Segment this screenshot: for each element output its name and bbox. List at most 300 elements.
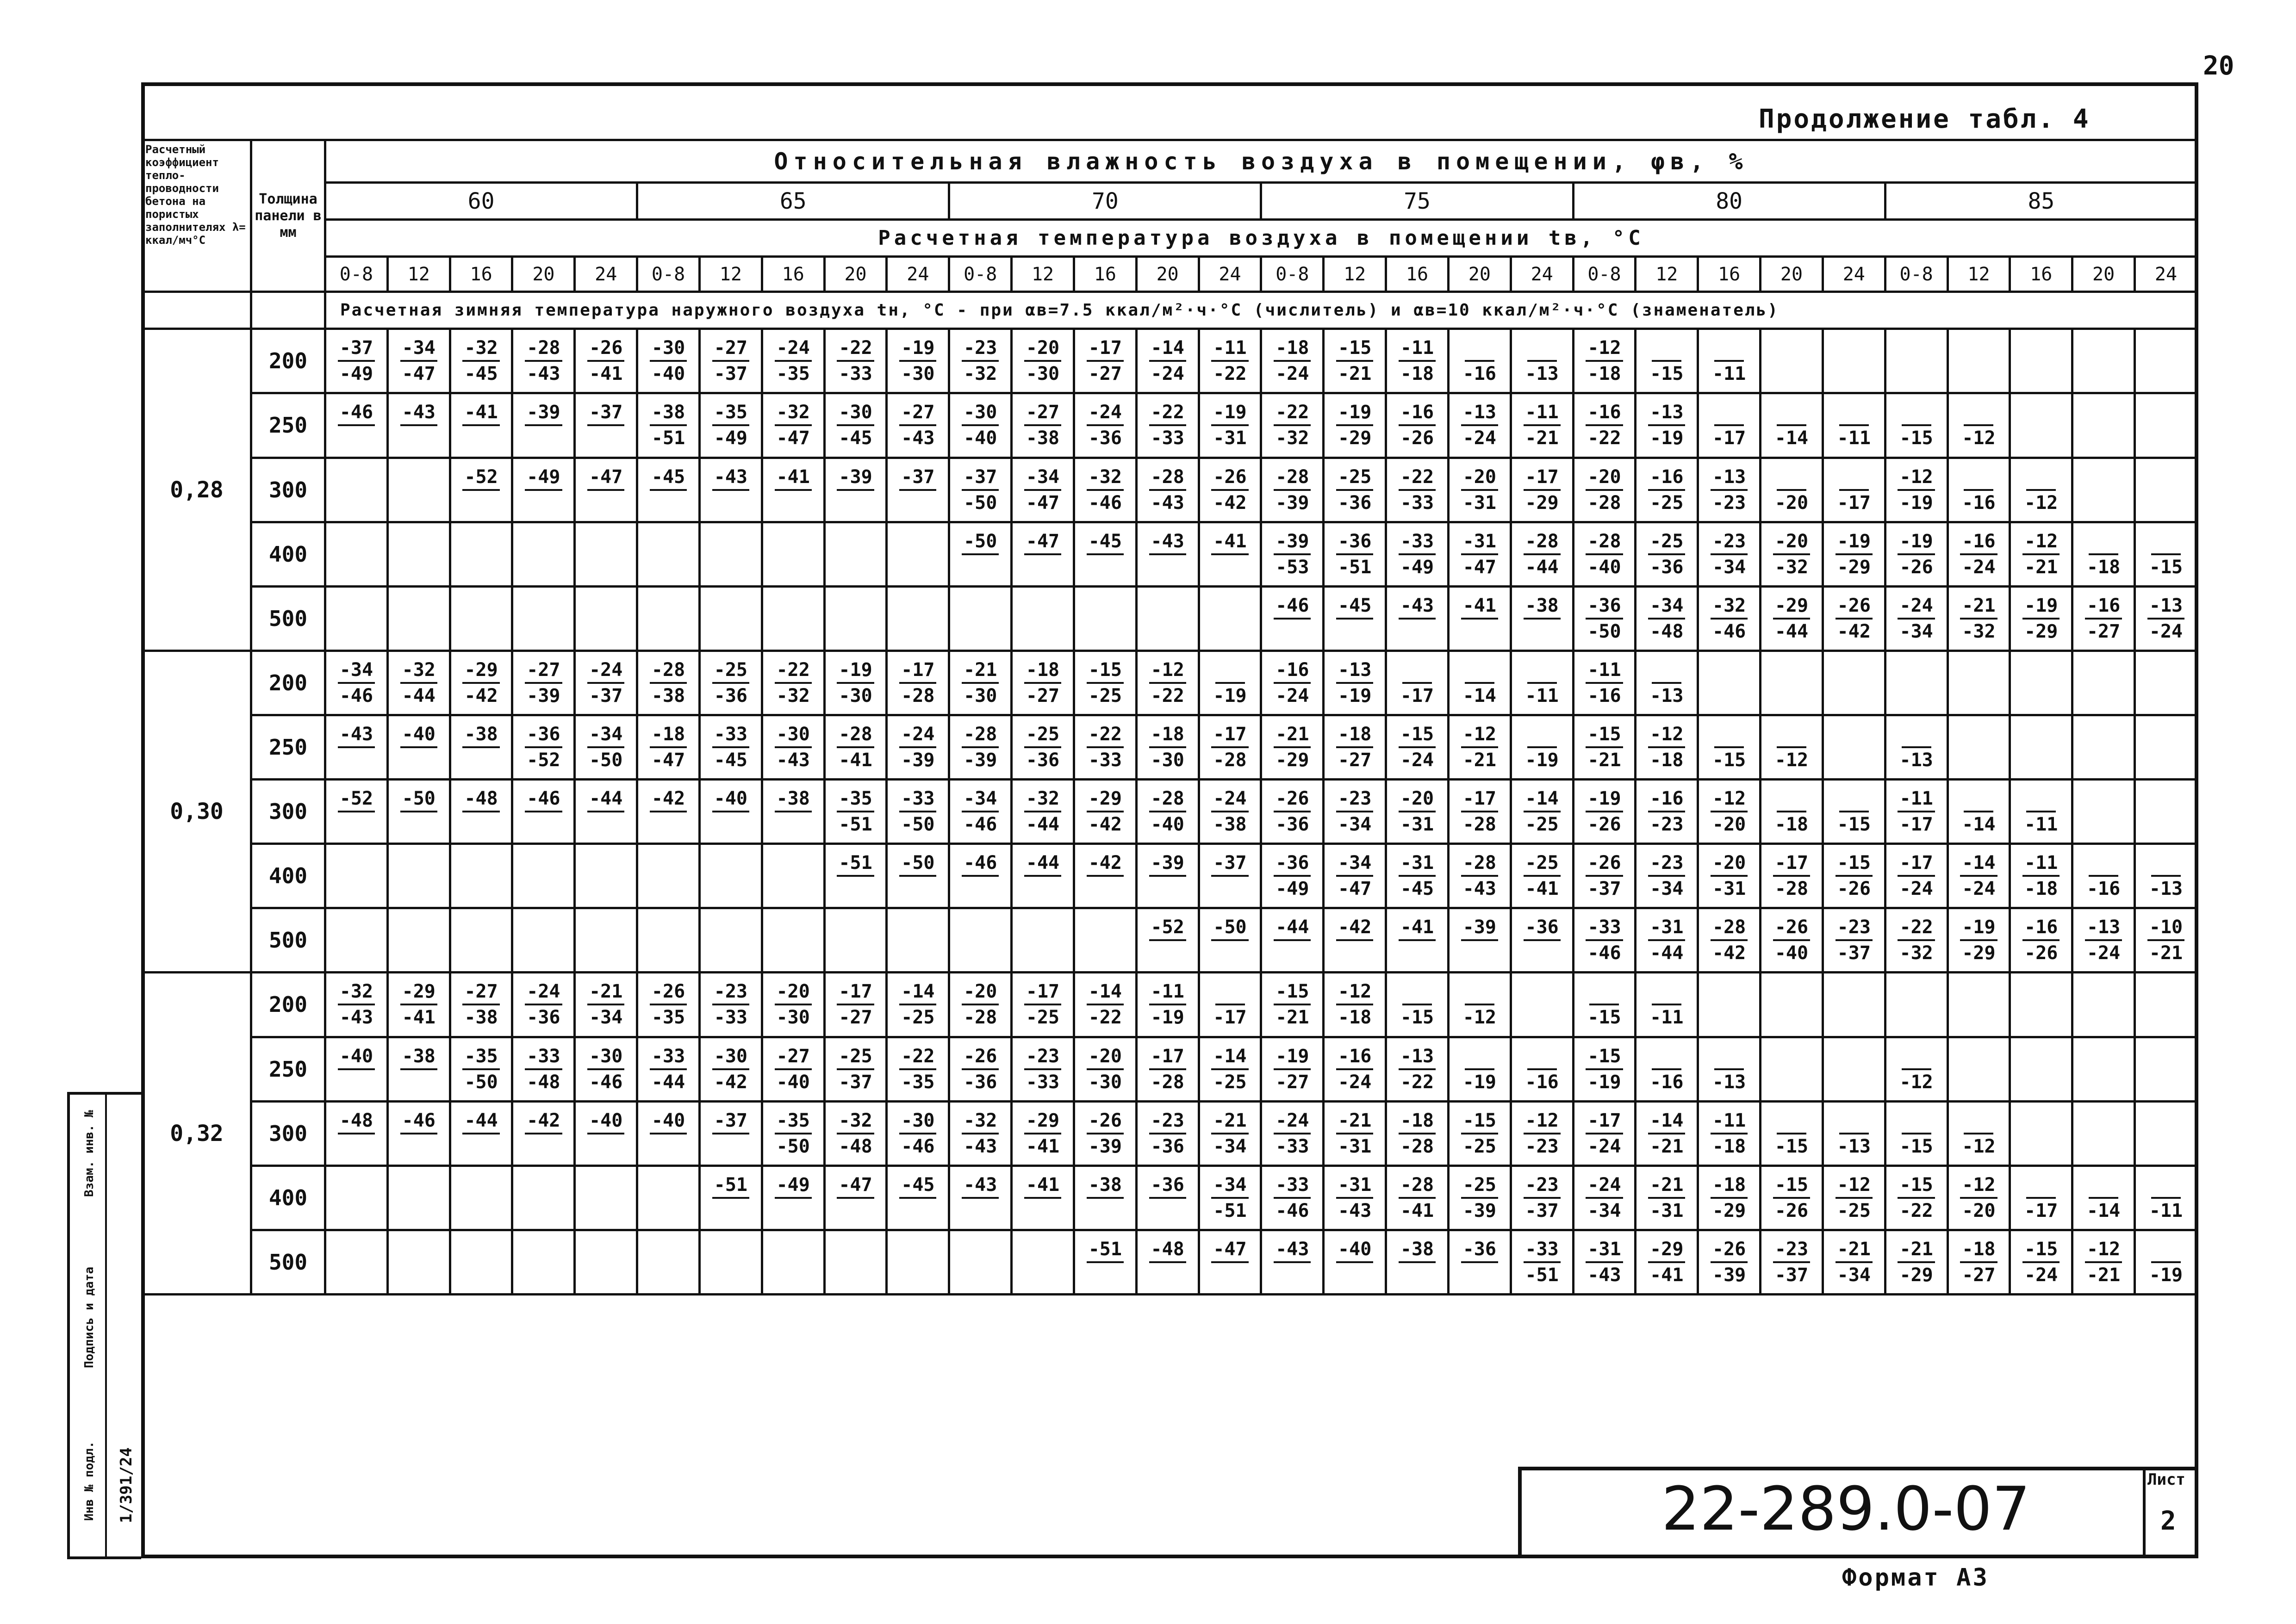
numerator [1527, 336, 1557, 362]
numerator: -39 [525, 400, 562, 426]
table-cell [1573, 1230, 1636, 1294]
numerator: -46 [338, 400, 375, 426]
fraction [1024, 1173, 1061, 1223]
numerator: -31 [1586, 1237, 1623, 1263]
temp-header: 20 [1448, 257, 1511, 292]
numerator: -18 [1336, 722, 1373, 748]
fraction [587, 722, 624, 772]
denominator: -14 [1774, 428, 1809, 449]
denominator: -32 [964, 363, 997, 385]
table-cell [1386, 458, 1449, 522]
table-cell [1074, 1165, 1136, 1230]
fraction [1524, 658, 1561, 708]
denominator: -25 [1650, 492, 1684, 514]
fraction [1274, 851, 1311, 901]
denominator: -27 [1338, 750, 1372, 771]
numerator [1527, 722, 1557, 748]
numerator: -18 [1024, 658, 1061, 684]
numerator: -15 [1586, 722, 1623, 748]
table-cell [1698, 458, 1761, 522]
fraction [2147, 915, 2184, 965]
table-cell [1823, 651, 1885, 715]
denominator: -17 [1899, 814, 1933, 836]
denominator [791, 1199, 795, 1223]
table-cell [1573, 458, 1636, 522]
table-cell [1511, 586, 1573, 651]
denominator: -25 [1462, 1135, 1496, 1157]
table-cell [1386, 973, 1449, 1037]
fraction [1336, 336, 1373, 386]
denominator: -27 [1026, 685, 1060, 707]
table-cell [1761, 1101, 1823, 1165]
fraction [525, 979, 562, 1029]
table-cell [1386, 1037, 1449, 1101]
fraction [1211, 400, 1248, 450]
fraction [1399, 336, 1436, 386]
fraction [1149, 400, 1186, 450]
fraction [712, 336, 749, 386]
table-cell [1573, 1037, 1636, 1101]
fraction [1274, 400, 1311, 450]
fraction [1648, 1237, 1685, 1287]
denominator: -51 [1338, 556, 1372, 578]
fraction [1336, 658, 1373, 708]
table-cell [450, 522, 512, 586]
fraction [2085, 851, 2122, 901]
denominator: -36 [1088, 428, 1122, 449]
denominator [1353, 1263, 1356, 1287]
denominator: -43 [1338, 1200, 1372, 1221]
fraction [1336, 594, 1373, 644]
table-cell [1324, 522, 1386, 586]
table-cell [2135, 908, 2197, 973]
fraction [462, 1044, 499, 1094]
table-cell [1636, 329, 1698, 393]
fraction [1960, 787, 1997, 837]
fraction [1898, 529, 1935, 579]
thickness-value: 300 [251, 1101, 325, 1165]
table-cell [637, 329, 700, 393]
fraction [1336, 1173, 1373, 1223]
numerator: -32 [1711, 594, 1748, 620]
denominator: -36 [714, 685, 747, 707]
denominator: -48 [1650, 620, 1684, 642]
table-cell [1136, 1165, 1199, 1230]
denominator: -29 [1276, 750, 1309, 771]
numerator: -28 [1149, 787, 1186, 812]
fraction [1648, 594, 1685, 644]
table-cell [1261, 586, 1324, 651]
fraction [775, 979, 812, 1029]
denominator: -17 [1712, 428, 1746, 449]
denominator: -25 [1026, 1007, 1060, 1029]
denominator: -36 [1338, 492, 1372, 514]
table-cell [1386, 393, 1449, 458]
fraction [587, 465, 624, 515]
table-cell [1698, 1230, 1761, 1294]
denominator [1415, 620, 1419, 644]
table-cell [887, 780, 949, 844]
numerator: -36 [1336, 529, 1373, 555]
fraction [712, 722, 749, 772]
table-cell [1823, 329, 1885, 393]
denominator: -30 [901, 363, 935, 385]
denominator [355, 1134, 358, 1159]
fraction [400, 336, 437, 386]
denominator: -15 [1837, 814, 1871, 836]
table-cell [1074, 715, 1136, 779]
fraction [2147, 1237, 2184, 1287]
fraction [1960, 1173, 1997, 1223]
table-cell [2010, 1037, 2072, 1101]
numerator: -28 [1711, 915, 1748, 941]
numerator: -26 [1087, 1109, 1124, 1134]
table-cell [1823, 908, 1885, 973]
table-cell [1448, 651, 1511, 715]
numerator: -15 [1336, 336, 1373, 362]
table-row [143, 1101, 2197, 1165]
denominator: -40 [964, 428, 997, 449]
denominator: -28 [964, 1007, 997, 1029]
denominator: -19 [1151, 1007, 1184, 1029]
fraction [1211, 787, 1248, 837]
denominator: -22 [1088, 1007, 1122, 1029]
numerator: -43 [1399, 594, 1436, 620]
numerator [2151, 851, 2181, 877]
table-cell [1885, 1101, 1948, 1165]
numerator: -12 [1524, 1109, 1561, 1134]
table-cell [1698, 393, 1761, 458]
table-cell [1386, 651, 1449, 715]
numerator: -28 [837, 722, 874, 748]
numerator: -26 [587, 336, 624, 362]
numerator: -14 [1960, 851, 1997, 877]
fraction [1586, 465, 1623, 515]
fraction [962, 336, 999, 386]
table-cell [1885, 1037, 1948, 1101]
denominator: -32 [776, 685, 810, 707]
table-cell [575, 715, 637, 779]
denominator: -13 [1525, 363, 1559, 385]
fraction [1024, 658, 1061, 708]
table-cell [1136, 1230, 1199, 1294]
denominator [1540, 620, 1544, 644]
temp-header: 12 [699, 257, 762, 292]
fraction [1087, 1044, 1124, 1094]
fraction [1024, 1109, 1061, 1159]
numerator: -21 [1648, 1173, 1685, 1199]
denominator [1041, 1199, 1045, 1223]
fraction [1773, 529, 1810, 579]
table-cell [325, 844, 388, 908]
denominator: -26 [1400, 428, 1434, 449]
table-cell [1636, 1037, 1698, 1101]
numerator: -40 [650, 1109, 687, 1134]
fraction [1711, 915, 1748, 965]
table-cell [1761, 908, 1823, 973]
numerator: -26 [1274, 787, 1311, 812]
fraction [2022, 465, 2060, 515]
numerator: -46 [1274, 594, 1311, 620]
denominator: -26 [1774, 1200, 1809, 1221]
table-cell [1012, 522, 1074, 586]
table-cell [1448, 1037, 1511, 1101]
fraction [1960, 529, 1997, 579]
table-cell [1448, 458, 1511, 522]
table-cell [450, 908, 512, 973]
denominator: -38 [464, 1007, 498, 1029]
denominator [916, 491, 920, 515]
fraction [338, 1109, 375, 1159]
fraction [837, 400, 874, 450]
table-cell [1074, 1230, 1136, 1294]
numerator: -22 [1399, 465, 1436, 491]
fraction [650, 722, 687, 772]
numerator [1839, 465, 1869, 491]
table-cell [512, 458, 575, 522]
temp-header: 12 [387, 257, 450, 292]
table-cell [762, 844, 824, 908]
fraction [400, 400, 437, 450]
denominator: -31 [1400, 814, 1434, 836]
denominator: -47 [402, 363, 436, 385]
denominator: -15 [1587, 1007, 1621, 1029]
numerator: -46 [525, 787, 562, 812]
numerator: -48 [462, 787, 499, 812]
fraction [525, 787, 562, 837]
numerator [1215, 658, 1245, 684]
table-row [143, 780, 2197, 844]
fraction [962, 1044, 999, 1094]
denominator: -40 [1587, 556, 1621, 578]
fraction [712, 400, 749, 450]
table-cell [1136, 458, 1199, 522]
fraction [899, 658, 936, 708]
table-cell [1573, 715, 1636, 779]
denominator: -37 [1587, 878, 1621, 900]
denominator: -15 [2149, 556, 2183, 578]
table-cell [1573, 1101, 1636, 1165]
table-cell [1948, 715, 2010, 779]
table-cell [1823, 522, 1885, 586]
table-cell [2010, 1165, 2072, 1230]
fraction [1586, 1044, 1623, 1094]
table-cell [1012, 1230, 1074, 1294]
table-row [143, 1037, 2197, 1101]
temp-header: 20 [2072, 257, 2135, 292]
fraction [1836, 529, 1873, 579]
fraction [1648, 465, 1685, 515]
table-cell [450, 973, 512, 1037]
table-cell [1948, 458, 2010, 522]
fraction [587, 1044, 624, 1094]
numerator: -35 [837, 787, 874, 812]
denominator [1228, 1263, 1232, 1287]
numerator: -41 [775, 465, 812, 491]
numerator: -14 [1149, 336, 1186, 362]
table-cell [512, 329, 575, 393]
table-cell [637, 1165, 700, 1230]
table-cell [1885, 586, 1948, 651]
numerator: -24 [1211, 787, 1248, 812]
table-cell [1698, 908, 1761, 973]
numerator: -27 [525, 658, 562, 684]
table-cell [1199, 715, 1261, 779]
table-cell [1074, 908, 1136, 973]
denominator: -16 [1525, 1071, 1559, 1093]
table-row [143, 1165, 2197, 1230]
numerator: -23 [1024, 1044, 1061, 1070]
fraction [525, 658, 562, 708]
fraction [1648, 1044, 1685, 1094]
table-cell [1948, 393, 2010, 458]
table-cell [887, 908, 949, 973]
fraction [650, 1109, 687, 1159]
numerator: -49 [775, 1173, 812, 1199]
numerator: -19 [837, 658, 874, 684]
numerator: -33 [525, 1044, 562, 1070]
numerator: -12 [1336, 979, 1373, 1005]
numerator: -12 [1461, 722, 1498, 748]
denominator: -41 [402, 1007, 436, 1029]
fraction [1773, 1237, 1810, 1287]
table-cell [1511, 715, 1573, 779]
numerator: -24 [1274, 1109, 1311, 1134]
table-cell [2010, 715, 2072, 779]
denominator: -44 [1026, 814, 1060, 836]
table-cell [949, 586, 1012, 651]
table-cell [1386, 522, 1449, 586]
numerator: -44 [587, 787, 624, 812]
fraction [775, 787, 812, 837]
numerator [1714, 722, 1744, 748]
table-cell [1698, 715, 1761, 779]
numerator: -23 [962, 336, 999, 362]
continuation-label: Продолжение табл. 4 [1759, 104, 2091, 134]
numerator: -19 [1960, 915, 1997, 941]
table-cell [949, 522, 1012, 586]
numerator: -11 [1211, 336, 1248, 362]
numerator: -32 [775, 400, 812, 426]
side-stamp-values [107, 1095, 144, 1556]
denominator: -24 [1899, 878, 1933, 900]
fraction [712, 1173, 749, 1223]
table-cell [2135, 1230, 2197, 1294]
table-cell [325, 522, 388, 586]
table-cell [1261, 844, 1324, 908]
fraction [837, 1044, 874, 1094]
table-cell [1823, 715, 1885, 779]
table-cell [1074, 1037, 1136, 1101]
table-cell [387, 522, 450, 586]
table-cell [2010, 780, 2072, 844]
table-cell [949, 393, 1012, 458]
numerator: -24 [775, 336, 812, 362]
fraction [1336, 787, 1373, 837]
numerator [1652, 658, 1681, 684]
table-cell [762, 1037, 824, 1101]
table-cell [824, 329, 887, 393]
table-cell [887, 1101, 949, 1165]
denominator: -24 [1276, 363, 1309, 385]
denominator: -46 [1276, 1200, 1309, 1221]
table-cell [325, 1230, 388, 1294]
denominator: -27 [2086, 620, 2121, 642]
table-cell [1261, 1230, 1324, 1294]
table-cell [637, 715, 700, 779]
table-cell [2010, 522, 2072, 586]
numerator: -41 [1211, 529, 1248, 555]
fraction [775, 658, 812, 708]
numerator [2089, 529, 2118, 555]
fraction [1648, 529, 1685, 579]
numerator: -36 [1524, 915, 1561, 941]
denominator: -41 [1400, 1200, 1434, 1221]
fraction [837, 1173, 874, 1223]
numerator: -47 [1024, 529, 1061, 555]
numerator: -21 [1960, 594, 1997, 620]
thickness-value: 200 [251, 651, 325, 715]
fraction [1274, 529, 1311, 579]
numerator: -20 [1024, 336, 1061, 362]
numerator: -40 [712, 787, 749, 812]
denominator: -11 [2024, 814, 2058, 836]
numerator: -14 [1648, 1109, 1685, 1134]
fraction [1586, 1109, 1623, 1159]
table-cell [387, 780, 450, 844]
table-cell [1074, 522, 1136, 586]
numerator: -25 [1461, 1173, 1498, 1199]
denominator: -20 [1774, 492, 1809, 514]
fraction [1211, 529, 1248, 579]
table-cell [1074, 651, 1136, 715]
table-row [143, 651, 2197, 715]
table-cell [387, 329, 450, 393]
temp-header: 12 [1948, 257, 2010, 292]
numerator [1902, 1109, 1931, 1134]
numerator: -31 [1461, 529, 1498, 555]
fraction [1586, 851, 1623, 901]
denominator: -15 [1774, 1135, 1809, 1157]
fraction [962, 529, 999, 579]
fraction [1711, 465, 1748, 515]
table-cell [2135, 651, 2197, 715]
fraction [2085, 594, 2122, 644]
fraction [462, 336, 499, 386]
table-row [143, 522, 2197, 586]
denominator: -46 [339, 685, 373, 707]
numerator: -51 [837, 851, 874, 877]
table-cell [1573, 651, 1636, 715]
table-cell [887, 715, 949, 779]
table-cell [1636, 1101, 1698, 1165]
denominator: -29 [1712, 1200, 1746, 1221]
numerator: -43 [1274, 1237, 1311, 1263]
denominator: -30 [964, 685, 997, 707]
denominator: -28 [901, 685, 935, 707]
numerator: -28 [650, 658, 687, 684]
fraction [1711, 787, 1748, 837]
denominator: -46 [901, 1135, 935, 1157]
numerator: -15 [1274, 979, 1311, 1005]
fraction [462, 787, 499, 837]
table-cell [1948, 329, 2010, 393]
fraction [899, 1044, 936, 1094]
denominator [791, 812, 795, 837]
denominator: -51 [1525, 1264, 1559, 1286]
fraction [400, 787, 437, 837]
fraction [1087, 529, 1124, 579]
